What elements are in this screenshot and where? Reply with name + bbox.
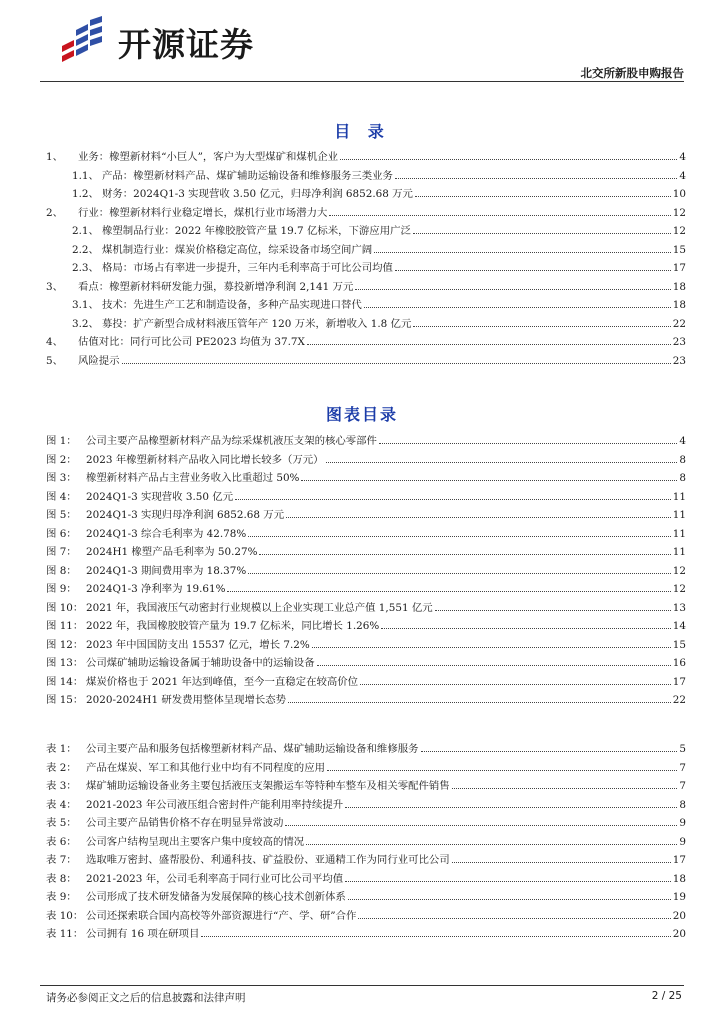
toc-entry-page: 17 — [672, 262, 686, 274]
dot-leader — [348, 899, 671, 900]
toc-entry-page: 4 — [679, 169, 686, 182]
dot-leader — [345, 807, 677, 808]
figure-entry-page: 11 — [672, 490, 686, 503]
figure-entry-number: 图 6： — [46, 527, 77, 540]
figure-entry-page: 22 — [672, 694, 686, 706]
toc-entry-number: 2.2、 — [72, 243, 99, 256]
figure-entry[interactable] — [46, 451, 686, 470]
footer-disclaimer: 请务必参阅正文之后的信息披露和法律声明 — [46, 992, 246, 1004]
toc-entry-text: 产品：橡塑新材料产品、煤矿辅助运输设备和维修服务三类业务 — [102, 169, 393, 182]
figure-entry-text: 2024Q1-3 综合毛利率为 42.78% — [86, 527, 247, 540]
figure-entry-number: 图 9： — [46, 583, 77, 595]
toc-entry-text: 格局：市场占有率进一步提升，三年内毛利率高于可比公司均值 — [102, 262, 393, 274]
figure-entry[interactable] — [46, 506, 686, 525]
figure-entry-page: 17 — [672, 675, 686, 688]
figure-entry-page: 11 — [672, 509, 686, 521]
dot-leader — [452, 862, 671, 863]
figure-entry[interactable] — [46, 636, 686, 655]
toc-entry[interactable] — [46, 167, 686, 186]
toc-entry-number: 5、 — [46, 354, 64, 367]
toc-entry[interactable] — [46, 241, 686, 260]
table-entry-number: 表 11： — [46, 928, 84, 940]
table-entry-page: 20 — [672, 928, 686, 940]
figure-entry-number: 图 2： — [46, 453, 77, 466]
table-entry-number: 表 1： — [46, 743, 77, 755]
toc-entry[interactable] — [46, 259, 686, 278]
dot-leader — [395, 178, 677, 179]
toc-entry[interactable] — [46, 185, 686, 204]
toc-entry-number: 4、 — [46, 336, 64, 348]
figure-entry[interactable] — [46, 691, 686, 710]
dot-leader — [345, 881, 671, 882]
table-entry-number: 表 7： — [46, 854, 77, 866]
toc-entry-page: 15 — [672, 243, 686, 256]
table-entry[interactable] — [46, 870, 686, 889]
table-entry-page: 7 — [679, 761, 686, 774]
table-entry-text: 产品在煤炭、军工和其他行业中均有不同程度的应用 — [86, 761, 325, 774]
table-entry-page: 9 — [679, 817, 686, 829]
toc-entry-text: 行业：橡塑新材料行业稳定增长，煤机行业市场潜力大 — [78, 206, 328, 219]
dot-leader — [307, 344, 671, 345]
dot-leader — [286, 517, 671, 518]
figure-entry-text: 2024Q1-3 实现归母净利润 6852.68 万元 — [86, 509, 285, 521]
dot-leader — [301, 480, 677, 481]
dot-leader — [327, 770, 677, 771]
figure-entry-page: 8 — [679, 453, 686, 466]
figure-entry-number: 图 4： — [46, 490, 77, 503]
figure-entry[interactable] — [46, 562, 686, 581]
figure-entry-number: 图 1： — [46, 435, 77, 447]
dot-leader — [248, 573, 671, 574]
dot-leader — [364, 307, 671, 308]
dot-leader — [312, 647, 671, 648]
figure-entry-number: 图 12： — [46, 638, 84, 651]
table-entry-page: 17 — [672, 854, 686, 866]
table-entry-page: 8 — [679, 798, 686, 811]
dot-leader — [452, 788, 678, 789]
figure-entry-text: 2024Q1-3 实现营收 3.50 亿元 — [86, 490, 234, 503]
table-entry[interactable] — [46, 925, 686, 944]
dot-leader — [326, 462, 678, 463]
table-entry-text: 2021-2023 年公司液压组合密封件产能利用率持续提升 — [86, 798, 344, 811]
toc-entry[interactable] — [46, 278, 686, 297]
table-entry-number: 表 2： — [46, 761, 77, 774]
toc-entry-text: 财务：2024Q1-3 实现营收 3.50 亿元，归母净利润 6852.68 万元 — [102, 188, 413, 200]
figure-entry[interactable] — [46, 469, 686, 488]
toc-entry-text: 风险提示 — [78, 354, 120, 367]
table-entry-number: 表 9： — [46, 891, 77, 903]
toc-list — [46, 148, 686, 370]
figure-entry-number: 图 11： — [46, 620, 84, 632]
figure-entry[interactable] — [46, 673, 686, 692]
figure-entry-page: 16 — [672, 657, 686, 669]
dot-leader — [317, 665, 671, 666]
toc-entry[interactable] — [46, 296, 686, 315]
table-entry-page: 20 — [672, 909, 686, 922]
table-entry-text: 选取唯万密封、盛帮股份、利通科技、矿益股份、亚通精工作为同行业可比公司 — [86, 854, 450, 866]
table-entry-page: 5 — [679, 743, 686, 755]
figure-entry-text: 公司煤矿辅助运输设备属于辅助设备中的运输设备 — [86, 657, 315, 669]
table-entry[interactable] — [46, 814, 686, 833]
figure-entry-text: 煤炭价格也于 2021 年达到峰值，至今一直稳定在较高价位 — [86, 675, 359, 688]
toc-entry-number: 2.3、 — [72, 262, 99, 274]
toc-entry-page: 18 — [672, 280, 686, 293]
table-entry-text: 公司主要产品销售价格不存在明显异常波动 — [86, 817, 284, 829]
figure-entry-number: 图 14： — [46, 675, 84, 688]
figure-entry-text: 2024Q1-3 期间费用率为 18.37% — [86, 564, 247, 577]
figure-entry-text: 2023 年中国国防支出 15537 亿元，增长 7.2% — [86, 638, 310, 651]
table-entry[interactable] — [46, 851, 686, 870]
figure-entry-number: 图 7： — [46, 546, 77, 558]
table-entry[interactable] — [46, 740, 686, 759]
brand-logo — [58, 16, 298, 66]
toc-entry-text: 技术：先进生产工艺和制造设备，多种产品实现进口替代 — [102, 299, 362, 311]
toc-entry-page: 10 — [672, 188, 686, 200]
dot-leader — [288, 702, 671, 703]
toc-entry-page: 12 — [672, 225, 686, 237]
dot-leader — [329, 215, 670, 216]
toc-entry-number: 1.2、 — [72, 188, 99, 200]
dot-leader — [374, 252, 671, 253]
toc-entry-text: 估值对比：同行可比公司 PE2023 均值为 37.7X — [78, 336, 305, 348]
toc-entry-page: 22 — [672, 317, 686, 330]
table-entry[interactable] — [46, 777, 686, 796]
toc-entry-page: 23 — [672, 336, 686, 348]
toc-entry-text: 看点：橡塑新材料研发能力强，募投新增净利润 2,141 万元 — [78, 280, 354, 293]
table-entry-page: 19 — [672, 891, 686, 903]
dot-leader — [248, 536, 671, 537]
table-entry-text: 煤矿辅助运输设备业务主要包括液压支架搬运车等特种车整车及相关零配件销售 — [86, 780, 450, 792]
dot-leader — [381, 628, 671, 629]
figure-entry[interactable] — [46, 617, 686, 636]
figure-list — [46, 432, 686, 710]
toc-title: 目 录 — [334, 122, 390, 141]
dot-leader — [413, 326, 670, 327]
table-entry[interactable] — [46, 888, 686, 907]
toc-entry-number: 3.1、 — [72, 299, 99, 311]
toc-entry[interactable] — [46, 333, 686, 352]
dot-leader — [358, 918, 670, 919]
header-rule — [40, 81, 684, 82]
table-entry-text: 公司形成了技术研发储备为发展保障的核心技术创新体系 — [86, 891, 346, 903]
figure-entry-text: 2023 年橡塑新材料产品收入同比增长较多（万元） — [86, 453, 324, 466]
toc-entry-text: 募投：扩产新型合成材料液压管年产 120 万米，新增收入 1.8 亿元 — [102, 317, 412, 330]
figure-entry-number: 图 3： — [46, 472, 77, 484]
figure-entry-page: 13 — [672, 601, 686, 614]
footer-rule — [40, 985, 684, 986]
figure-entry[interactable] — [46, 543, 686, 562]
dot-leader — [259, 554, 670, 555]
figure-entry-number: 图 15： — [46, 694, 84, 706]
table-entry-text: 公司拥有 16 项在研项目 — [86, 928, 200, 940]
logo-mark-icon — [58, 16, 114, 66]
dot-leader — [395, 270, 671, 271]
dot-leader — [306, 844, 677, 845]
figure-entry-text: 2020-2024H1 研发费用整体呈现增长态势 — [86, 694, 287, 706]
dot-leader — [415, 196, 671, 197]
figure-entry-text: 橡塑新材料产品占主营业务收入比重超过 50% — [86, 472, 300, 484]
toc-entry-number: 3.2、 — [72, 317, 99, 330]
figure-entry-page: 11 — [672, 546, 686, 558]
figure-entry-text: 2022 年，我国橡胶胶管产量为 19.7 亿标米，同比增长 1.26% — [86, 620, 380, 632]
table-entry-text: 公司客户结构呈现出主要客户集中度较高的情况 — [86, 835, 305, 848]
toc-entry[interactable] — [46, 204, 686, 223]
table-entry-number: 表 3： — [46, 780, 77, 792]
dot-leader — [421, 751, 678, 752]
figure-entry-page: 12 — [672, 564, 686, 577]
toc-entry-number: 3、 — [46, 280, 64, 293]
figure-entry-text: 2021 年，我国液压气动密封行业规模以上企业实现工业总产值 1,551 亿元 — [86, 601, 433, 614]
toc-entry-number: 2、 — [46, 206, 64, 219]
toc-entry[interactable] — [46, 352, 686, 371]
toc-entry-page: 23 — [672, 354, 686, 367]
table-entry-number: 表 5： — [46, 817, 77, 829]
table-entry-page: 9 — [679, 835, 686, 848]
page-number: 2 / 25 — [651, 990, 682, 1002]
figure-entry[interactable] — [46, 654, 686, 673]
figure-entry-page: 4 — [679, 435, 686, 447]
toc-entry[interactable] — [46, 222, 686, 241]
figure-entry-number: 图 8： — [46, 564, 77, 577]
table-entry-text: 公司主要产品和服务包括橡塑新材料产品、煤矿辅助运输设备和维修服务 — [86, 743, 419, 755]
table-entry-number: 表 6： — [46, 835, 77, 848]
dot-leader — [285, 825, 677, 826]
toc-entry-number: 1.1、 — [72, 169, 99, 182]
figure-entry-number: 图 13： — [46, 657, 84, 669]
page-header — [0, 0, 724, 85]
figure-entry-number: 图 5： — [46, 509, 77, 521]
figure-entry-page: 14 — [672, 620, 686, 632]
figure-entry[interactable] — [46, 525, 686, 544]
brand-name: 开源证券 — [118, 25, 254, 64]
table-entry-text: 2021-2023 年，公司毛利率高于同行业可比公司平均值 — [86, 872, 344, 885]
dot-leader — [201, 936, 670, 937]
toc-entry[interactable] — [46, 148, 686, 167]
table-entry[interactable] — [46, 833, 686, 852]
dot-leader — [413, 233, 671, 234]
figure-entry[interactable] — [46, 432, 686, 451]
dot-leader — [435, 610, 671, 611]
table-entry-text: 公司还探索联合国内高校等外部资源进行“产、学、研”合作 — [86, 909, 357, 922]
table-list — [46, 740, 686, 944]
toc-entry-number: 2.1、 — [72, 225, 99, 237]
table-entry-number: 表 4： — [46, 798, 77, 811]
table-entry[interactable] — [46, 907, 686, 926]
figure-entry-page: 11 — [672, 527, 686, 540]
figure-entry-text: 2024H1 橡塑产品毛利率为 50.27% — [86, 546, 258, 558]
table-entry-page: 18 — [672, 872, 686, 885]
table-entry[interactable] — [46, 759, 686, 778]
toc-entry-page: 18 — [672, 299, 686, 311]
toc-entry-text: 煤机制造行业：煤炭价格稳定高位，综采设备市场空间广阔 — [102, 243, 373, 256]
toc-entry-text: 业务：橡塑新材料“小巨人”，客户为大型煤矿和煤机企业 — [78, 151, 338, 163]
dot-leader — [355, 289, 670, 290]
dot-leader — [227, 591, 670, 592]
toc-entry-number: 1、 — [46, 151, 64, 163]
toc-entry-text: 橡塑制品行业：2022 年橡胶胶管产量 19.7 亿标米，下游应用广泛 — [102, 225, 411, 237]
toc-entry-page: 12 — [672, 206, 686, 219]
figure-entry-page: 8 — [679, 472, 686, 484]
dot-leader — [379, 443, 677, 444]
dot-leader — [360, 684, 671, 685]
figure-entry[interactable] — [46, 599, 686, 618]
dot-leader — [235, 499, 671, 500]
figure-entry-number: 图 10： — [46, 601, 84, 614]
dot-leader — [340, 159, 677, 160]
report-type: 北交所新股申购报告 — [580, 66, 684, 80]
toc-entry[interactable] — [46, 315, 686, 334]
figure-entry-text: 公司主要产品橡塑新材料产品为综采煤机液压支架的核心零部件 — [86, 435, 377, 447]
table-entry-page: 7 — [679, 780, 686, 792]
figure-entry-text: 2024Q1-3 净利率为 19.61% — [86, 583, 226, 595]
figure-entry-page: 15 — [672, 638, 686, 651]
figures-title: 图表目录 — [325, 405, 398, 424]
figure-entry[interactable] — [46, 488, 686, 507]
toc-entry-page: 4 — [679, 151, 686, 163]
figure-entry[interactable] — [46, 580, 686, 599]
dot-leader — [122, 363, 671, 364]
table-entry[interactable] — [46, 796, 686, 815]
figure-entry-page: 12 — [672, 583, 686, 595]
table-entry-number: 表 8： — [46, 872, 77, 885]
table-entry-number: 表 10： — [46, 909, 84, 922]
